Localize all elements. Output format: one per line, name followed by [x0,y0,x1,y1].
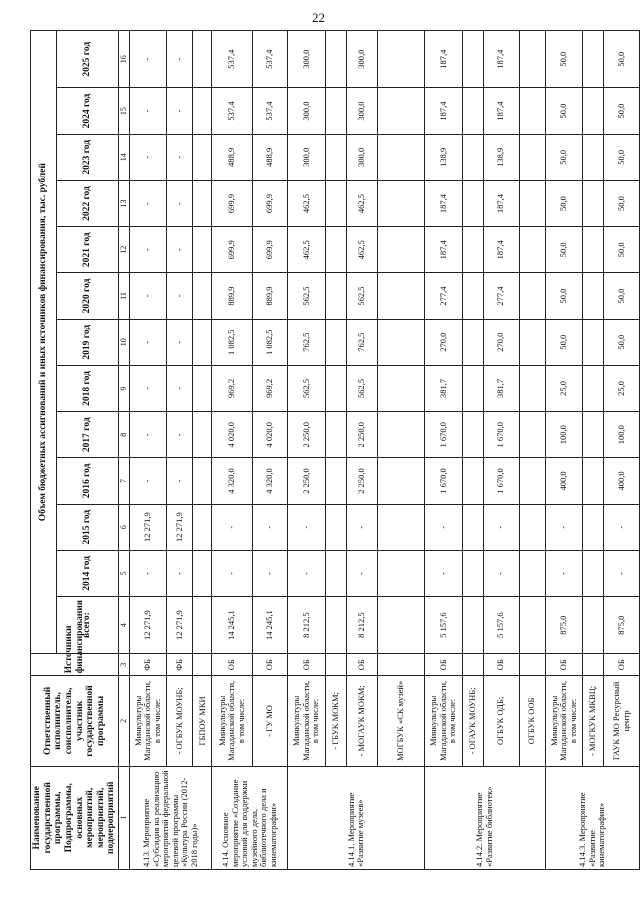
table-row [288,31,325,870]
cell-year-value [582,412,603,458]
cell-year-value: - [212,550,252,596]
cell-year-value [325,319,346,365]
cell-executor: - МОГКУК МКВЦ; [582,676,603,766]
cell-year-value: - [545,504,582,550]
cell-year-value: - [167,180,193,226]
column-index: 8 [119,412,130,458]
cell-year-value [325,88,346,134]
cell-year-value: 50,0 [545,134,582,180]
cell-name: 4.14.1. Мероприятие «Развитие музеев» [288,766,425,869]
cell-year-value: 889,9 [252,273,288,319]
cell-year-value [519,458,545,504]
cell-year-value [325,180,346,226]
cell-total: 875,0 [604,597,640,654]
cell-source [325,654,346,676]
cell-year-value: 462,5 [347,227,378,273]
cell-total [582,597,603,654]
table-row [425,31,462,870]
column-index: 10 [119,319,130,365]
cell-year-value: 25,0 [604,365,640,411]
cell-year-value [377,412,424,458]
cell-year-value [325,31,346,88]
cell-name: 4.14. Основное мероприятие «Создание условий для поддержки музейного дела, библиотечного дела и кинематографии» [212,766,288,869]
header-year: 2016 год [57,458,119,504]
cell-year-value: - [288,504,325,550]
cell-year-value: 187,4 [425,31,462,88]
cell-year-value [193,88,212,134]
cell-year-value: 300,0 [288,134,325,180]
cell-year-value: - [130,31,167,88]
header-year: 2023 год [57,134,119,180]
header-year: 2017 год [57,412,119,458]
cell-executor: Минкультуры Магаданской области, в том числе: [425,676,462,766]
cell-total: 875,0 [545,597,582,654]
cell-year-value: 381,7 [425,365,462,411]
cell-year-value: 12 271,9 [130,504,167,550]
cell-year-value: 50,0 [545,227,582,273]
cell-year-value [377,550,424,596]
cell-year-value: 138,9 [483,134,519,180]
header-year: 2022 год [57,180,119,226]
cell-year-value: - [167,550,193,596]
cell-year-value: 699,9 [252,180,288,226]
cell-total: 14 245,1 [252,597,288,654]
cell-year-value: 562,5 [347,365,378,411]
cell-year-value: - [167,412,193,458]
cell-year-value: 187,4 [425,88,462,134]
cell-year-value: 699,9 [212,180,252,226]
cell-year-value [193,365,212,411]
cell-year-value [582,227,603,273]
column-index: 6 [119,504,130,550]
cell-year-value [462,273,483,319]
cell-year-value: 2 250,0 [288,458,325,504]
cell-year-value [582,504,603,550]
cell-year-value: 562,5 [288,273,325,319]
cell-year-value: 50,0 [604,134,640,180]
header-year: 2015 год [57,504,119,550]
cell-year-value: 4 020,0 [252,412,288,458]
cell-executor: ОГБУК ОДБ; [483,676,519,766]
cell-year-value [193,180,212,226]
cell-source: ФБ [130,654,167,676]
cell-source: ОБ [212,654,252,676]
cell-year-value: 1 082,5 [252,319,288,365]
cell-year-value: 50,0 [604,227,640,273]
cell-year-value: - [130,412,167,458]
cell-year-value [519,365,545,411]
table-row [519,31,545,870]
cell-year-value: 562,5 [347,273,378,319]
cell-year-value: 300,0 [347,134,378,180]
cell-year-value: - [167,458,193,504]
header-source: Источники финансирования [31,654,119,676]
cell-year-value: 12 271,9 [167,504,193,550]
cell-year-value: 277,4 [425,273,462,319]
cell-year-value [377,88,424,134]
column-index: 13 [119,180,130,226]
cell-year-value: - [130,134,167,180]
cell-year-value: - [130,227,167,273]
cell-year-value: 1 670,0 [425,412,462,458]
header-total: всего: [57,597,119,654]
cell-name: 4.13. Мероприятие «Субсидия на реализацию мероприятий федеральной целевой программы «Культура России (2012-2018 годы)» [130,766,212,869]
cell-year-value [582,319,603,365]
cell-year-value [519,273,545,319]
cell-year-value: 187,4 [483,31,519,88]
cell-year-value [193,550,212,596]
cell-year-value [519,504,545,550]
cell-year-value: 400,0 [545,458,582,504]
cell-year-value: 270,0 [425,319,462,365]
cell-year-value: 4 020,0 [212,412,252,458]
header-year: 2020 год [57,273,119,319]
cell-year-value: 2 250,0 [347,412,378,458]
table-row [604,31,640,870]
cell-year-value: 889,9 [212,273,252,319]
cell-year-value: 50,0 [604,319,640,365]
cell-year-value [193,273,212,319]
cell-year-value: 537,4 [212,88,252,134]
cell-executor: Минкультуры Магаданской области, в том числе: [212,676,252,766]
header-year: 2018 год [57,365,119,411]
cell-year-value [582,273,603,319]
cell-executor: Минкультуры Магаданской области, в том числе: [288,676,325,766]
cell-executor: ОГБУК ООБ [519,676,545,766]
column-index: 2 [119,676,130,766]
cell-year-value: 969,2 [212,365,252,411]
cell-year-value [462,31,483,88]
cell-year-value [377,227,424,273]
cell-year-value: - [604,504,640,550]
cell-year-value: 762,5 [288,319,325,365]
cell-year-value: 300,0 [347,31,378,88]
header-year: 2014 год [57,550,119,596]
cell-year-value: - [347,550,378,596]
cell-source: ОБ [425,654,462,676]
cell-year-value: - [212,504,252,550]
table-row [325,31,346,870]
cell-year-value [462,180,483,226]
cell-source [462,654,483,676]
cell-executor: - ГУ МО [252,676,288,766]
column-index: 11 [119,273,130,319]
cell-year-value [462,134,483,180]
cell-year-value [582,31,603,88]
cell-year-value [377,504,424,550]
table-row [252,31,288,870]
cell-year-value: - [167,31,193,88]
column-index: 1 [119,766,130,869]
cell-source [519,654,545,676]
cell-total: 14 245,1 [212,597,252,654]
cell-year-value [377,31,424,88]
cell-executor: ГАУК МО Ресурсный центр [604,676,640,766]
cell-year-value [519,227,545,273]
cell-year-value: - [483,550,519,596]
cell-year-value: 462,5 [347,180,378,226]
header-year: 2025 год [57,31,119,88]
cell-year-value: - [167,227,193,273]
header-executor: Ответственный исполнитель, соисполнитель, участник государственной программы [31,676,119,766]
cell-year-value: 25,0 [545,365,582,411]
cell-year-value [325,550,346,596]
cell-year-value: 699,9 [252,227,288,273]
cell-year-value [519,180,545,226]
table-row [193,31,212,870]
cell-year-value [462,319,483,365]
column-index: 9 [119,365,130,411]
cell-year-value [462,504,483,550]
cell-year-value: 187,4 [425,227,462,273]
column-index: 3 [119,654,130,676]
cell-year-value: - [167,365,193,411]
cell-source [193,654,212,676]
cell-total [377,597,424,654]
cell-year-value [519,31,545,88]
column-index: 14 [119,134,130,180]
cell-year-value: 187,4 [483,180,519,226]
cell-year-value: 762,5 [347,319,378,365]
cell-total [325,597,346,654]
cell-year-value [582,180,603,226]
cell-year-value: 488,9 [252,134,288,180]
cell-year-value: - [167,319,193,365]
table-row [347,31,378,870]
cell-year-value [582,88,603,134]
table-row [212,31,252,870]
cell-year-value [462,88,483,134]
cell-year-value: 187,4 [425,180,462,226]
page-number: 22 [312,10,325,25]
cell-year-value: 400,0 [604,458,640,504]
cell-source: ОБ [347,654,378,676]
header-year: 2019 год [57,319,119,365]
cell-year-value [462,412,483,458]
cell-source [582,654,603,676]
cell-year-value: 537,4 [252,31,288,88]
cell-year-value [519,319,545,365]
cell-year-value [519,412,545,458]
cell-source: ОБ [288,654,325,676]
cell-year-value [462,365,483,411]
cell-year-value [582,134,603,180]
cell-year-value: - [347,504,378,550]
cell-year-value [377,273,424,319]
cell-year-value: 4 320,0 [252,458,288,504]
cell-year-value: 562,5 [288,365,325,411]
cell-year-value: 100,0 [604,412,640,458]
cell-year-value: 4 320,0 [212,458,252,504]
table-body [130,31,640,870]
cell-year-value: - [252,504,288,550]
cell-year-value: - [130,550,167,596]
cell-year-value: 381,7 [483,365,519,411]
cell-year-value: 50,0 [604,88,640,134]
cell-total: 8 212,5 [347,597,378,654]
cell-year-value [582,550,603,596]
cell-year-value [193,227,212,273]
table-row [377,31,424,870]
cell-year-value [325,134,346,180]
column-index: 12 [119,227,130,273]
cell-year-value: - [130,180,167,226]
cell-year-value: 270,0 [483,319,519,365]
column-index: 5 [119,550,130,596]
cell-year-value [462,550,483,596]
cell-year-value [325,412,346,458]
cell-executor: - ОГБУК МОУНБ; [167,676,193,766]
column-index: 7 [119,458,130,504]
financing-table [30,30,640,870]
cell-year-value [519,88,545,134]
cell-year-value: - [130,273,167,319]
cell-year-value: - [604,550,640,596]
cell-year-value [377,180,424,226]
cell-year-value: - [167,273,193,319]
cell-year-value [377,319,424,365]
table-row [462,31,483,870]
cell-year-value: - [425,504,462,550]
cell-year-value: 1 670,0 [483,412,519,458]
cell-year-value [462,227,483,273]
cell-year-value: 50,0 [604,273,640,319]
cell-year-value: - [425,550,462,596]
cell-year-value: 277,4 [483,273,519,319]
cell-year-value: - [130,458,167,504]
cell-year-value: 462,5 [288,180,325,226]
cell-source: ФБ [167,654,193,676]
cell-year-value: 50,0 [604,31,640,88]
column-index: 16 [119,31,130,88]
cell-year-value: 138,9 [425,134,462,180]
cell-total: 8 212,5 [288,597,325,654]
header-year: 2024 год [57,88,119,134]
cell-year-value [325,365,346,411]
cell-year-value [193,31,212,88]
table-row [582,31,603,870]
cell-year-value: - [167,134,193,180]
cell-year-value: 1 670,0 [483,458,519,504]
cell-year-value: 50,0 [545,273,582,319]
header-year: 2021 год [57,227,119,273]
cell-year-value: - [483,504,519,550]
cell-year-value: 969,2 [252,365,288,411]
cell-total: 5 157,6 [425,597,462,654]
cell-year-value: 488,9 [212,134,252,180]
cell-total [519,597,545,654]
cell-year-value [193,458,212,504]
cell-year-value: 100,0 [545,412,582,458]
column-index: 15 [119,88,130,134]
cell-source: ОБ [483,654,519,676]
cell-name: 4.14.3. Мероприятие «Развитие кинематографии» [545,766,639,869]
cell-year-value: 300,0 [288,88,325,134]
cell-year-value: - [130,88,167,134]
cell-year-value: 699,9 [212,227,252,273]
cell-year-value: 300,0 [347,88,378,134]
cell-year-value: 50,0 [545,31,582,88]
cell-total [193,597,212,654]
table-row [545,31,582,870]
rotated-table-container [30,30,631,870]
cell-year-value: 50,0 [545,319,582,365]
cell-year-value: - [130,365,167,411]
cell-executor: Минкультуры Магаданской области, в том числе: [545,676,582,766]
cell-year-value [325,273,346,319]
cell-year-value [325,227,346,273]
cell-year-value [462,458,483,504]
cell-total: 12 271,9 [167,597,193,654]
cell-year-value: - [545,550,582,596]
column-index-row [119,31,130,870]
cell-total: 5 157,6 [483,597,519,654]
column-index: 4 [119,597,130,654]
cell-year-value [193,412,212,458]
cell-year-value [582,365,603,411]
cell-executor: - МОГАУК МОКМ; [347,676,378,766]
cell-year-value [193,319,212,365]
cell-name: 4.14.2. Мероприятие «Развитие библиотек» [425,766,545,869]
cell-year-value: 2 250,0 [347,458,378,504]
cell-year-value: 187,4 [483,88,519,134]
cell-year-value [377,365,424,411]
cell-year-value: 50,0 [545,88,582,134]
table-row [167,31,193,870]
cell-year-value [325,458,346,504]
cell-executor: - ОГАУК МОУНБ; [462,676,483,766]
cell-source [377,654,424,676]
cell-year-value [377,134,424,180]
cell-year-value: 50,0 [604,180,640,226]
cell-year-value: 2 250,0 [288,412,325,458]
cell-year-value [325,504,346,550]
cell-year-value: - [252,550,288,596]
cell-source: ОБ [604,654,640,676]
cell-year-value: 50,0 [545,180,582,226]
cell-year-value: 537,4 [212,31,252,88]
cell-executor: МОГБУК «СК музей» [377,676,424,766]
cell-year-value [519,550,545,596]
cell-year-value [582,458,603,504]
cell-year-value: 1 670,0 [425,458,462,504]
cell-total: 12 271,9 [130,597,167,654]
cell-year-value: - [288,550,325,596]
cell-total [462,597,483,654]
cell-year-value: - [167,88,193,134]
cell-executor: Минкультуры Магаданской области, в том числе: [130,676,167,766]
cell-source: ОБ [252,654,288,676]
cell-year-value: 537,4 [252,88,288,134]
header-name: Наименование государственной программы, Подпрограммы, основных мероприятий, мероприятий, подмероприятий [31,766,119,869]
table-row [483,31,519,870]
cell-executor: ГБПОУ МКИ [193,676,212,766]
cell-year-value: 1 082,5 [212,319,252,365]
cell-year-value: 300,0 [288,31,325,88]
cell-year-value [193,134,212,180]
table-row [130,31,167,870]
cell-year-value: 462,5 [288,227,325,273]
cell-source: ОБ [545,654,582,676]
header-financing: Объем бюджетных ассигнований и иных источников финансирования, тыс. рублей [31,31,57,654]
cell-executor: - ГБУК МОКМ; [325,676,346,766]
cell-year-value: 187,4 [483,227,519,273]
cell-year-value [377,458,424,504]
cell-year-value: - [130,319,167,365]
cell-year-value [193,504,212,550]
cell-year-value [519,134,545,180]
